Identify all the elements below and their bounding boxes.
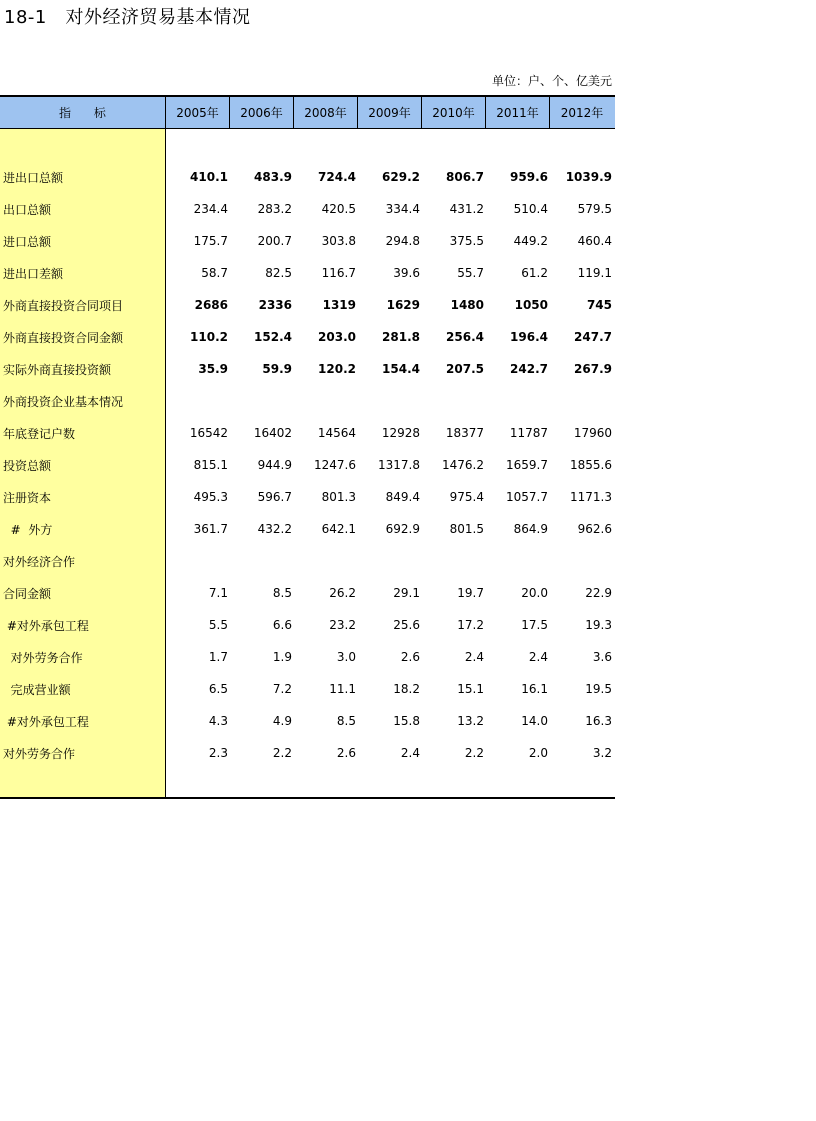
- row-label: #对外承包工程: [3, 618, 89, 633]
- value-cell: 19.7: [457, 586, 484, 600]
- year-header: 2012年: [560, 106, 604, 120]
- value-cell: 410.1: [190, 170, 228, 184]
- value-cell: 26.2: [329, 586, 356, 600]
- row-label: 合同金额: [3, 586, 52, 601]
- value-cell: 2.6: [400, 650, 420, 664]
- value-cell: 16542: [189, 426, 228, 440]
- value-cell: 203.0: [318, 330, 356, 344]
- value-cell: 975.4: [449, 490, 484, 504]
- table-row: [0, 225, 615, 257]
- value-cell: 15.1: [457, 682, 484, 696]
- value-cell: 5.5: [208, 618, 228, 632]
- table-row: [0, 385, 615, 417]
- unit-note: 单位：户、个、亿美元: [491, 74, 612, 88]
- value-cell: 959.6: [510, 170, 548, 184]
- value-cell: 724.4: [318, 170, 356, 184]
- table-row: [0, 737, 615, 769]
- value-cell: 2.2: [272, 746, 292, 760]
- table-row: [0, 321, 615, 353]
- table-row: [0, 673, 615, 705]
- value-cell: 1629: [386, 298, 420, 312]
- value-cell: 13.2: [457, 714, 484, 728]
- value-cell: 806.7: [446, 170, 484, 184]
- value-cell: 596.7: [257, 490, 292, 504]
- table-rows: [0, 161, 615, 769]
- value-cell: 19.5: [585, 682, 612, 696]
- table-row: [0, 609, 615, 641]
- table-row: [0, 449, 615, 481]
- table-row: [0, 161, 615, 193]
- value-cell: 1659.7: [506, 458, 548, 472]
- row-label: 进出口差额: [3, 266, 64, 281]
- value-cell: 431.2: [449, 202, 484, 216]
- value-cell: 207.5: [446, 362, 484, 376]
- value-cell: 4.9: [272, 714, 292, 728]
- value-cell: 11787: [509, 426, 548, 440]
- value-cell: 154.4: [382, 362, 420, 376]
- value-cell: 17.5: [521, 618, 548, 632]
- table-row: [0, 353, 615, 385]
- value-cell: 801.5: [449, 522, 484, 536]
- value-cell: 1319: [322, 298, 356, 312]
- value-cell: 82.5: [265, 266, 292, 280]
- value-cell: 11.1: [329, 682, 356, 696]
- value-cell: 815.1: [193, 458, 228, 472]
- row-label: #对外承包工程: [3, 714, 89, 729]
- value-cell: 3.0: [336, 650, 356, 664]
- value-cell: 8.5: [336, 714, 356, 728]
- table-row: [0, 417, 615, 449]
- value-cell: 2.0: [528, 746, 548, 760]
- row-label: 进口总额: [3, 234, 52, 249]
- value-cell: 12928: [381, 426, 420, 440]
- value-cell: 1171.3: [570, 490, 612, 504]
- table-row: [0, 545, 615, 577]
- table-row: [0, 705, 615, 737]
- value-cell: 22.9: [585, 586, 612, 600]
- value-cell: 18377: [445, 426, 484, 440]
- value-cell: 19.3: [585, 618, 612, 632]
- value-cell: 460.4: [577, 234, 612, 248]
- value-cell: 510.4: [513, 202, 548, 216]
- table-row: [0, 641, 615, 673]
- table-header: [0, 95, 615, 129]
- row-label: 对外劳务合作: [3, 650, 83, 665]
- table-row: [0, 577, 615, 609]
- page-title: 18-1 对外经济贸易基本情况: [4, 7, 251, 28]
- table-row: [0, 289, 615, 321]
- value-cell: 35.9: [198, 362, 228, 376]
- value-cell: 17960: [573, 426, 612, 440]
- value-cell: 119.1: [577, 266, 612, 280]
- value-cell: 6.5: [208, 682, 228, 696]
- value-cell: 17.2: [457, 618, 484, 632]
- table-row: [0, 481, 615, 513]
- value-cell: 120.2: [318, 362, 356, 376]
- statistics-table: [0, 95, 615, 799]
- value-cell: 61.2: [521, 266, 548, 280]
- value-cell: 2.4: [528, 650, 548, 664]
- row-label: 对外劳务合作: [3, 746, 76, 761]
- value-cell: 801.3: [321, 490, 356, 504]
- value-cell: 234.4: [193, 202, 228, 216]
- value-cell: 7.1: [208, 586, 228, 600]
- value-cell: 2336: [258, 298, 292, 312]
- value-cell: 281.8: [382, 330, 420, 344]
- value-cell: 247.7: [574, 330, 612, 344]
- table-row: [0, 257, 615, 289]
- year-header: 2008年: [294, 97, 358, 128]
- value-cell: 59.9: [262, 362, 292, 376]
- row-label: 外商直接投资合同项目: [3, 298, 124, 313]
- value-cell: 849.4: [385, 490, 420, 504]
- value-cell: 7.2: [272, 682, 292, 696]
- value-cell: 20.0: [521, 586, 548, 600]
- value-cell: 16.3: [585, 714, 612, 728]
- table-row: [0, 513, 615, 545]
- value-cell: 4.3: [208, 714, 228, 728]
- year-header: 2010年: [422, 97, 486, 128]
- value-cell: 2.6: [336, 746, 356, 760]
- value-cell: 420.5: [321, 202, 356, 216]
- value-cell: 642.1: [321, 522, 356, 536]
- value-cell: 15.8: [393, 714, 420, 728]
- row-label: 出口总额: [3, 202, 52, 217]
- value-cell: 1855.6: [570, 458, 612, 472]
- row-label: 投资总额: [3, 458, 52, 473]
- value-cell: 1480: [450, 298, 484, 312]
- indicator-header: 指 标: [0, 97, 166, 128]
- value-cell: 6.6: [272, 618, 292, 632]
- value-cell: 29.1: [393, 586, 420, 600]
- value-cell: 14.0: [521, 714, 548, 728]
- value-cell: 242.7: [510, 362, 548, 376]
- value-cell: 2.4: [400, 746, 420, 760]
- value-cell: 1039.9: [565, 170, 612, 184]
- value-cell: 14564: [317, 426, 356, 440]
- value-cell: 361.7: [193, 522, 228, 536]
- year-header: 2006年: [230, 97, 294, 128]
- value-cell: 449.2: [513, 234, 548, 248]
- value-cell: 962.6: [577, 522, 612, 536]
- table-row: [0, 193, 615, 225]
- value-cell: 152.4: [254, 330, 292, 344]
- value-cell: 16402: [253, 426, 292, 440]
- value-cell: 483.9: [254, 170, 292, 184]
- value-cell: 375.5: [449, 234, 484, 248]
- value-cell: 16.1: [521, 682, 548, 696]
- row-label: 完成营业额: [3, 682, 71, 697]
- value-cell: 1247.6: [314, 458, 356, 472]
- year-header: 2011年: [486, 97, 550, 128]
- value-cell: 283.2: [257, 202, 292, 216]
- value-cell: 1.7: [208, 650, 228, 664]
- value-cell: 3.2: [592, 746, 612, 760]
- value-cell: 303.8: [321, 234, 356, 248]
- value-cell: 58.7: [201, 266, 228, 280]
- value-cell: 1476.2: [442, 458, 484, 472]
- value-cell: 629.2: [382, 170, 420, 184]
- row-label: # 外方: [3, 522, 53, 537]
- row-label: 进出口总额: [3, 170, 64, 185]
- value-cell: 2.4: [464, 650, 484, 664]
- value-cell: 495.3: [193, 490, 228, 504]
- value-cell: 2686: [194, 298, 228, 312]
- value-cell: 256.4: [446, 330, 484, 344]
- value-cell: 294.8: [385, 234, 420, 248]
- value-cell: 334.4: [385, 202, 420, 216]
- value-cell: 1317.8: [378, 458, 420, 472]
- value-cell: 200.7: [257, 234, 292, 248]
- value-cell: 23.2: [329, 618, 356, 632]
- value-cell: 116.7: [321, 266, 356, 280]
- value-cell: 2.3: [208, 746, 228, 760]
- value-cell: 55.7: [457, 266, 484, 280]
- value-cell: 579.5: [577, 202, 612, 216]
- value-cell: 864.9: [513, 522, 548, 536]
- value-cell: 1057.7: [506, 490, 548, 504]
- value-cell: 18.2: [393, 682, 420, 696]
- table-body: [0, 129, 615, 799]
- value-cell: 2.2: [464, 746, 484, 760]
- value-cell: 944.9: [257, 458, 292, 472]
- year-header: 2009年: [358, 97, 422, 128]
- row-label: 外商投资企业基本情况: [3, 394, 124, 409]
- value-cell: 8.5: [272, 586, 292, 600]
- value-cell: 3.6: [592, 650, 612, 664]
- value-cell: 196.4: [510, 330, 548, 344]
- value-cell: 39.6: [393, 266, 420, 280]
- value-cell: 175.7: [193, 234, 228, 248]
- value-cell: 432.2: [257, 522, 292, 536]
- value-cell: 1.9: [272, 650, 292, 664]
- row-label: 年底登记户数: [3, 426, 76, 441]
- row-label: 外商直接投资合同金额: [3, 330, 124, 345]
- row-label: 注册资本: [3, 490, 52, 505]
- value-cell: 692.9: [385, 522, 420, 536]
- row-label: 实际外商直接投资额: [3, 362, 112, 377]
- value-cell: 25.6: [393, 618, 420, 632]
- value-cell: 267.9: [574, 362, 612, 376]
- value-cell: 745: [586, 298, 612, 312]
- year-header: 2005年: [166, 97, 230, 128]
- row-label: 对外经济合作: [3, 554, 76, 569]
- value-cell: 1050: [514, 298, 548, 312]
- value-cell: 110.2: [190, 330, 228, 344]
